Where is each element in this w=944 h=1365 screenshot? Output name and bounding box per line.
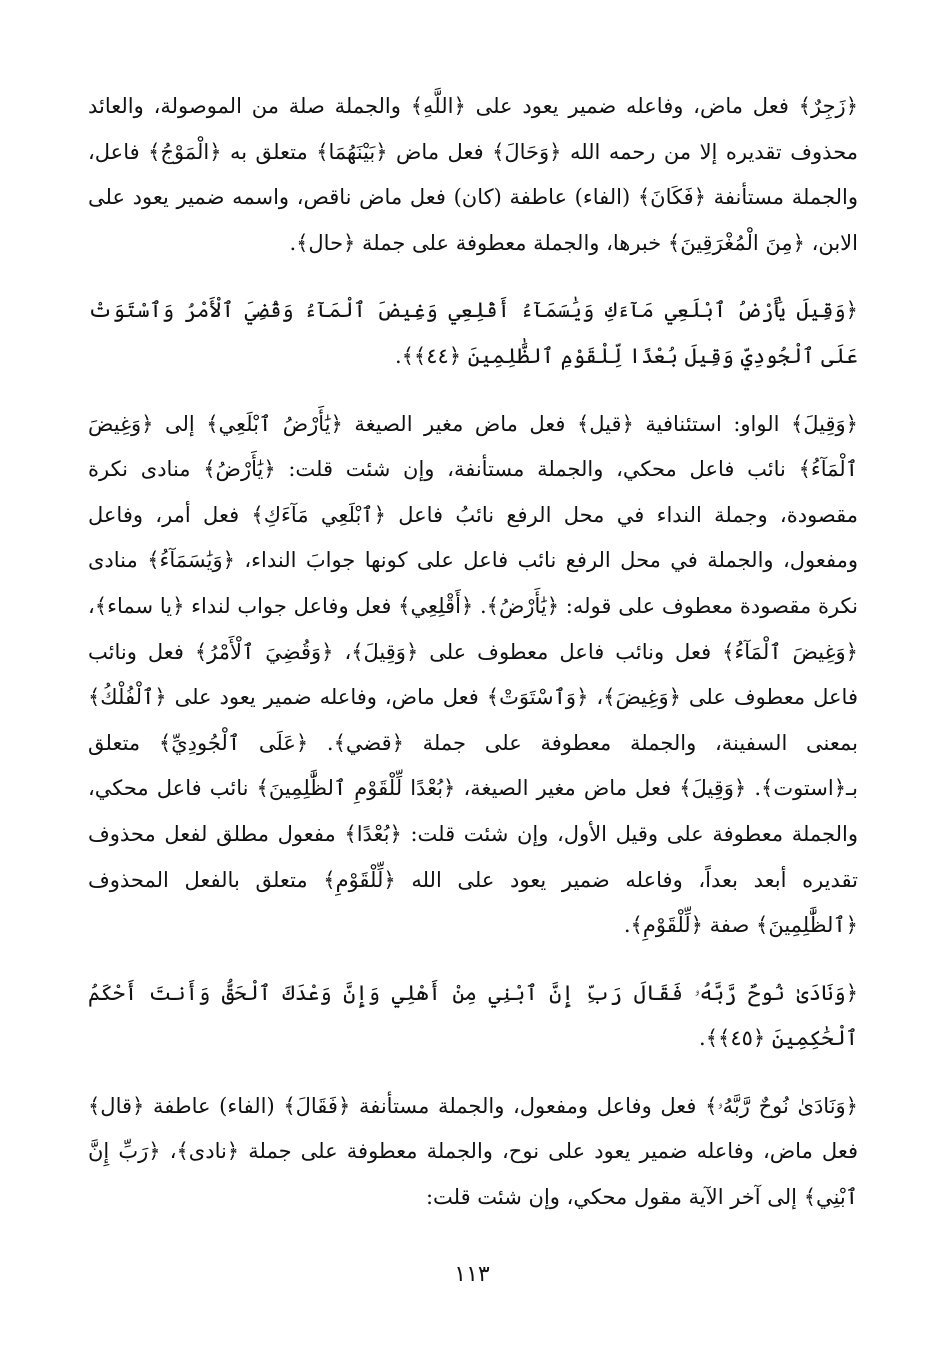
spacer <box>88 949 858 971</box>
quran-verse-45: ﴿وَنَادَىٰ نُوحٌ رَّبَّهُۥ فَقَالَ رَبِّ إِنَّ ٱبْنِي مِنْ أَهْلِي وَإِنَّ وَعْدَكَ ٱلْحَقُّ وَأَنتَ أَحْكَمُ ٱلْحَٰكِمِينَ ﴿٤٥﴾﴾. <box>88 980 858 1051</box>
quran-verse-44: ﴿وَقِيلَ يَٰأَرْضُ ٱبْلَعِي مَآءَكِ وَيَٰسَمَآءُ أَقْلِعِي وَغِيضَ ٱلْمَآءُ وَقُضِيَ ٱلْأَمْرُ وَٱسْتَوَتْ عَلَى ٱلْجُودِيِّ وَقِيلَ بُعْدًا لِّلْقَوْمِ ٱلظَّٰلِمِينَ ﴿٤٤﴾﴾. <box>88 298 858 368</box>
spacer <box>88 380 858 402</box>
spacer <box>88 1062 858 1084</box>
paragraph-1: ﴿زَجِرٌ﴾ فعل ماض، وفاعله ضمير يعود على ﴿اللَّهِ﴾ والجملة صلة من الموصولة، والعائد محذوف تقديره إلا من رحمه الله ﴿وَحَالَ﴾ فعل ماض ﴿بَيْنَهُمَا﴾ متعلق به ﴿الْمَوْجُ﴾ فاعل، والجملة مستأنفة ﴿فَكَانَ﴾ (الفاء) عاطفة (كان) فعل ماض ناقص، واسمه ضمير يعود على الابن، ﴿مِنَ الْمُغْرَقِينَ﴾ خبرها، والجملة معطوفة على جملة ﴿حال﴾. <box>88 94 858 255</box>
page-body <box>88 84 858 1221</box>
paragraph-2: ﴿وَقِيلَ﴾ الواو: استئنافية ﴿قيل﴾ فعل ماض مغير الصيغة ﴿يَٰأَرْضُ ٱبْلَعِي﴾ إلى ﴿وَغِيضَ ٱلْمَآءُ﴾ نائب فاعل محكي، والجملة مستأنفة، وإن شئت قلت: ﴿يَٰأَرْضُ﴾ منادى نكرة مقصودة، وجملة النداء في محل الرفع نائبُ فاعل ﴿ٱبْلَعِي مَآءَكِ﴾ فعل أمر، وفاعل ومفعول، والجملة في محل الرفع نائب فاعل على كونها جوابَ النداء، ﴿وَيَٰسَمَآءُ﴾ منادى نكرة مقصودة معطوف على قوله: ﴿يَٰأَرْضُ﴾. ﴿أَقْلِعِي﴾ فعل وفاعل جواب لنداء ﴿يا سماء﴾، ﴿وَغِيضَ ٱلْمَآءُ﴾ فعل ونائب فاعل معطوف على ﴿وَقِيلَ﴾، ﴿وَقُضِيَ ٱلْأَمْرُ﴾ فعل ونائب فاعل معطوف على ﴿وَغِيضَ﴾، ﴿وَٱسْتَوَتْ﴾ فعل ماض، وفاعله ضمير يعود على ﴿ٱلْفُلْكُ﴾ بمعنى السفينة، والجملة معطوفة على جملة ﴿قضي﴾. ﴿عَلَى ٱلْجُودِيِّ﴾ متعلق بـ﴿استوت﴾. ﴿وَقِيلَ﴾ فعل ماض مغير الصيغة، ﴿بُعْدًا لِّلْقَوْمِ ٱلظَّٰلِمِينَ﴾ نائب فاعل محكي، والجملة معطوفة على وقيل الأول، وإن شئت قلت: ﴿بُعْدًا﴾ مفعول مطلق لفعل محذوف تقديره أبعد بعداً، وفاعله ضمير يعود على الله ﴿لِّلْقَوْمِ﴾ متعلق بالفعل المحذوف ﴿ٱلظَّٰلِمِينَ﴾ صفة ﴿لِّلْقَوْمِ﴾. <box>88 411 858 938</box>
page-number: ١١٣ <box>454 1262 490 1287</box>
spacer <box>88 266 858 288</box>
paragraph-3: ﴿وَنَادَىٰ نُوحٌ رَّبَّهُۥ﴾ فعل وفاعل ومفعول، والجملة مستأنفة ﴿فَقَالَ﴾ (الفاء) عاطفة ﴿قال﴾ فعل ماض، وفاعله ضمير يعود على نوح، والجملة معطوفة على جملة ﴿نادى﴾، ﴿رَبِّ إِنَّ ٱبْنِي﴾ إلى آخر الآية مقول محكي، وإن شئت قلت: <box>88 1093 858 1210</box>
